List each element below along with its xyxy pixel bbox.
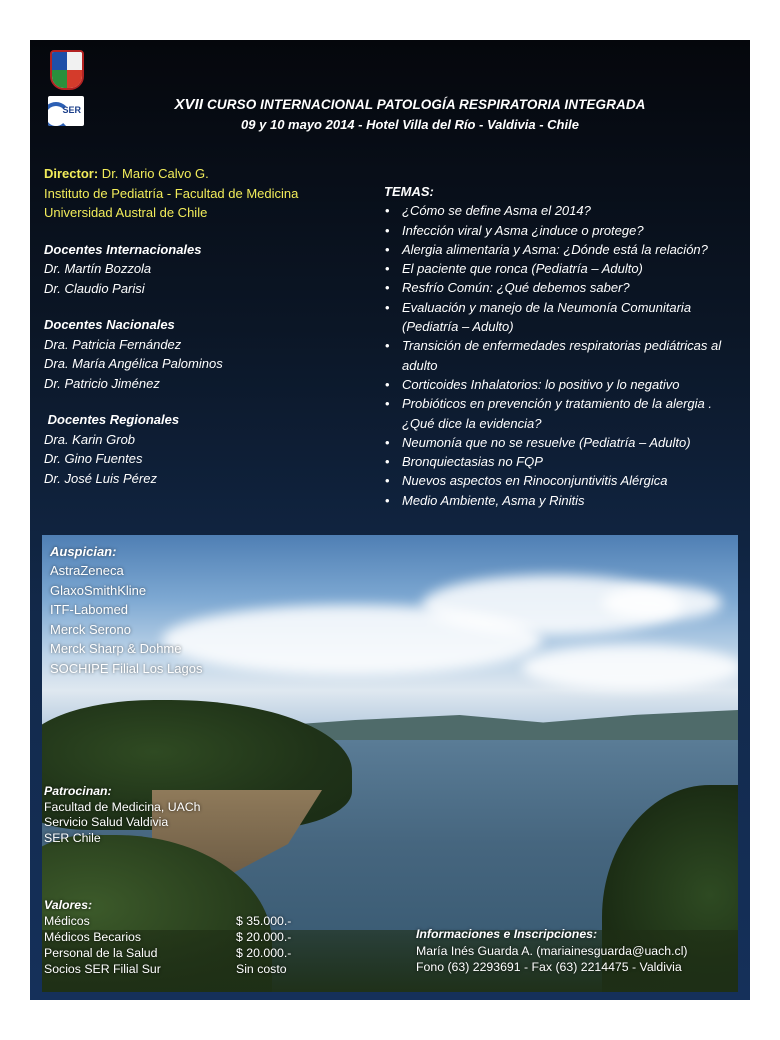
director-university: Universidad Austral de Chile [44, 205, 208, 220]
poster [30, 40, 750, 1000]
director-line: Director: Dr. Mario Calvo G. [44, 166, 209, 181]
section-heading: Docentes Internacionales [44, 241, 202, 257]
sponsor-item: AstraZeneca [50, 563, 124, 578]
course-date-location: 09 y 10 mayo 2014 - Hotel Villa del Río - Valdivia - Chile [241, 117, 579, 132]
patron-item: Servicio Salud Valdivia [44, 815, 169, 829]
topic-item: • Resfrío Común: ¿Qué debemos saber? [384, 278, 740, 297]
sponsor-item: SOCHIPE Filial Los Lagos [50, 660, 203, 676]
patron-item: Facultad de Medicina, UACh [44, 799, 201, 814]
patrons-heading: Patrocinan: [44, 784, 112, 798]
faculty-name: Dra. María Angélica Palominos [44, 356, 223, 371]
topic-item: • Medio Ambiente, Asma y Rinitis [384, 491, 740, 510]
faculty-name: Dr. Martín Bozzola [44, 261, 152, 276]
contact-email-line: María Inés Guarda A. (mariainesguarda@uach.cl) [416, 943, 688, 958]
topics-heading: TEMAS: [384, 184, 434, 199]
sponsor-item: Merck Serono [50, 621, 131, 637]
contact-phone-line: Fono (63) 2293691 - Fax (63) 2214475 - Valdivia [416, 960, 682, 974]
topic-item: • Bronquiectasias no FQP [384, 452, 740, 471]
topic-item: • Neumonía que no se resuelve (Pediatría – Adulto) [384, 433, 740, 452]
university-shield-logo [50, 50, 84, 90]
topics-list [384, 201, 740, 510]
topic-item: • Nuevos aspectos en Rinoconjuntivitis Alérgica [384, 471, 740, 490]
faculty-name: Dra. Karin Grob [44, 431, 136, 447]
topic-item: • ¿Cómo se define Asma el 2014? [384, 201, 740, 220]
sponsor-item: ITF-Labomed [50, 602, 129, 617]
fee-row: Personal de la Salud $ 20.000.- [44, 946, 292, 960]
faculty-name: Dr. José Luis Pérez [44, 470, 157, 486]
course-title: XVII CURSO INTERNACIONAL PATOLOGÍA RESPIRATORIA INTEGRADA [174, 96, 646, 113]
fee-row: Médicos $ 35.000.- [44, 914, 292, 928]
section-heading: Docentes Nacionales [44, 317, 175, 332]
topic-item: • Alergia alimentaria y Asma: ¿Dónde está la relación? [384, 240, 740, 259]
fee-row: Socios SER Filial Sur Sin costo [44, 962, 287, 976]
faculty-column [44, 164, 374, 488]
faculty-name: Dr. Gino Fuentes [44, 451, 143, 466]
topic-item: • El paciente que ronca (Pediatría – Adulto) [384, 259, 740, 278]
course-title-block [90, 96, 730, 132]
section-heading: Docentes Regionales [44, 412, 180, 427]
faculty-name: Dr. Patricio Jiménez [44, 375, 160, 391]
topic-item: • Corticoides Inhalatorios: lo positivo y lo negativo [384, 375, 740, 394]
director-institute: Instituto de Pediatría - Facultad de Medicina [44, 185, 299, 201]
fee-row: Médicos Becarios $ 20.000.- [44, 930, 292, 944]
faculty-name: Dr. Claudio Parisi [44, 280, 145, 296]
topics-column [384, 182, 740, 510]
sponsors-heading: Auspician: [50, 544, 117, 559]
sponsor-item: Merck Sharp & Dohme [50, 641, 182, 656]
patrons-block [44, 784, 201, 846]
topic-item: • Evaluación y manejo de la Neumonía Comunitaria (Pediatría – Adulto) [384, 298, 740, 337]
sponsors-block [50, 543, 202, 678]
ser-logo-text: SER [62, 105, 81, 115]
ser-logo [48, 96, 84, 126]
patron-item: SER Chile [44, 830, 101, 845]
faculty-name: Dra. Patricia Fernández [44, 336, 182, 352]
fees-block [44, 897, 291, 977]
sponsor-item: GlaxoSmithKline [50, 582, 147, 598]
contact-heading: Informaciones e Inscripciones: [416, 927, 598, 941]
contact-block [416, 926, 688, 976]
topic-item: • Probióticos en prevención y tratamiento de la alergia . ¿Qué dice la evidencia? [384, 394, 740, 433]
fees-heading: Valores: [44, 898, 93, 912]
topic-item: • Infección viral y Asma ¿induce o protege? [384, 221, 740, 240]
topic-item: • Transición de enfermedades respiratorias pediátricas al adulto [384, 336, 740, 375]
